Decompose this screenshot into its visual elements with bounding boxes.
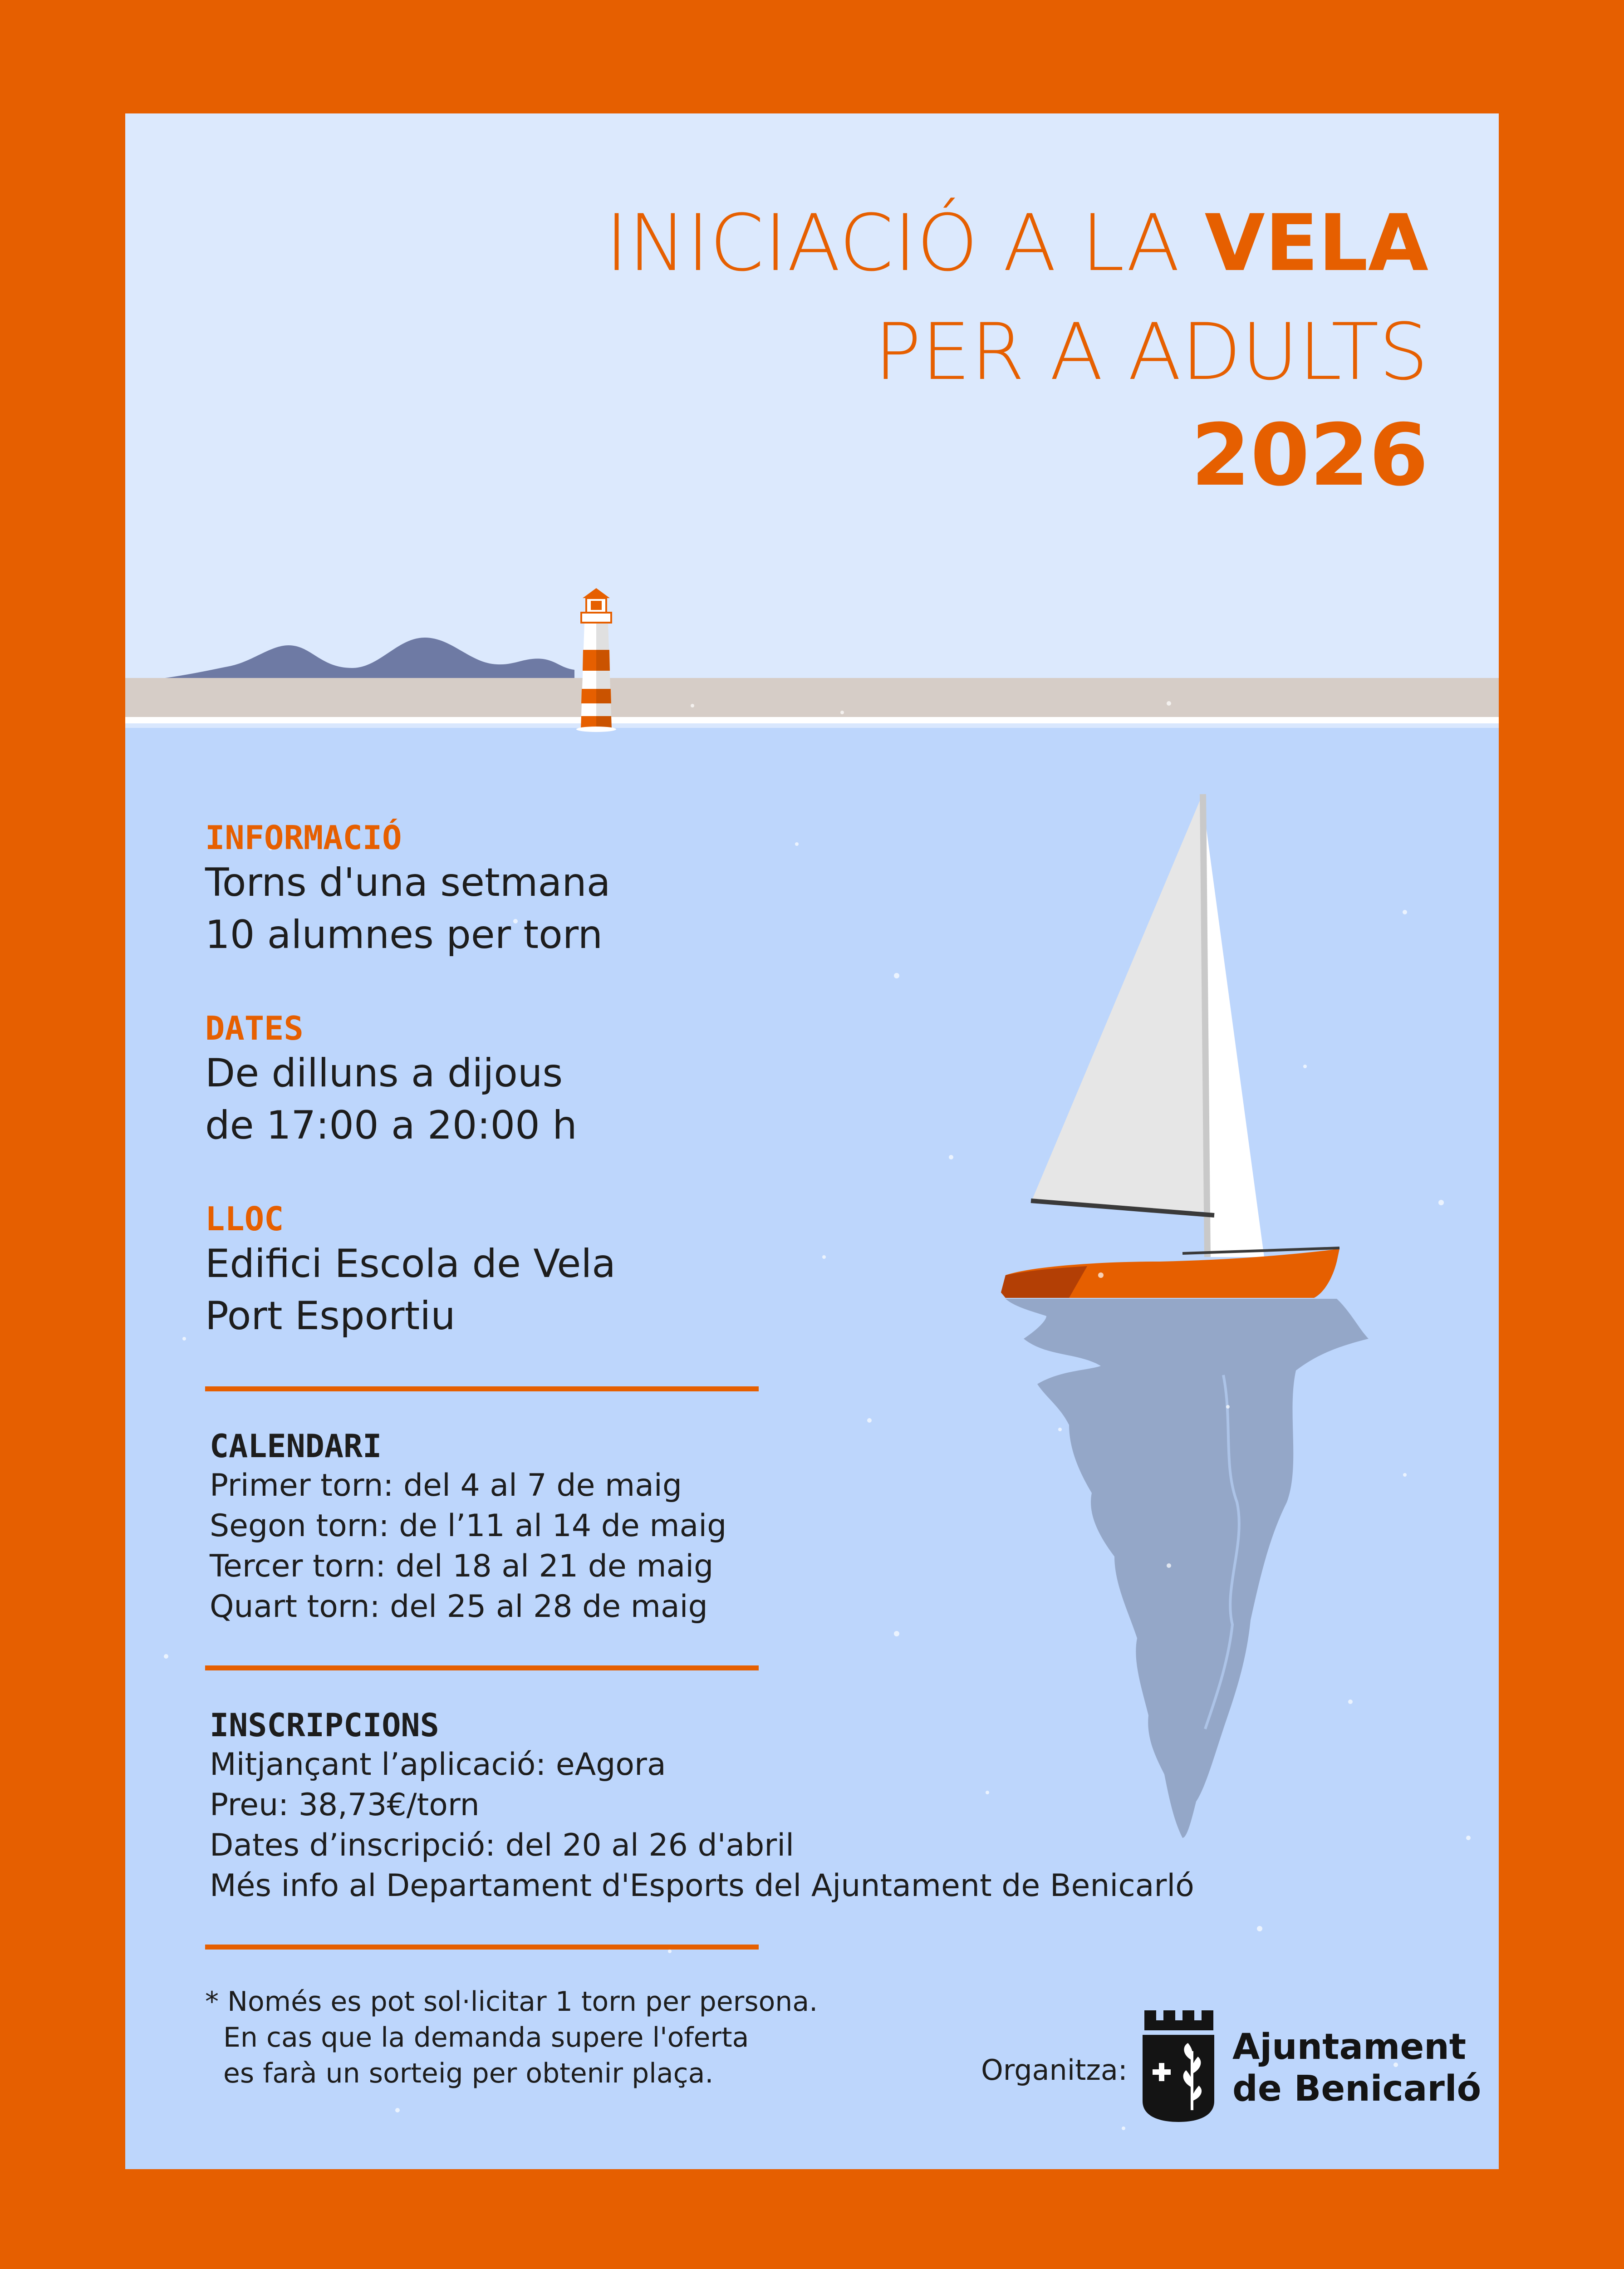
section-informacio	[205, 819, 610, 961]
mountains-icon	[125, 638, 574, 682]
calendar-line: Tercer torn: del 18 al 21 de maig	[210, 1548, 714, 1585]
section-heading: INFORMACIÓ	[205, 819, 402, 857]
calendar-line: Segon torn: de l’11 al 14 de maig	[210, 1508, 727, 1544]
section-line: Torns d'una setmana	[205, 859, 611, 905]
sailboat-icon	[1001, 794, 1339, 1298]
section-line: de 17:00 a 20:00 h	[205, 1103, 577, 1149]
title-year: 2026	[1191, 406, 1428, 505]
calendar-line: Primer torn: del 4 al 7 de maig	[210, 1468, 682, 1503]
beach	[125, 678, 1499, 717]
section-heading: INSCRIPCIONS	[210, 1707, 439, 1744]
organizer-name-line: Ajuntament	[1232, 2027, 1467, 2068]
inscription-line: Més info al Departament d'Esports del Ajuntament de Benicarló	[210, 1868, 1194, 1904]
divider	[205, 1386, 759, 1391]
title-line-1	[605, 197, 1428, 289]
footnote-line: * Només es pot sol·licitar 1 torn per persona.	[205, 1986, 818, 2018]
lighthouse-icon	[576, 588, 616, 732]
title-line-2: PER A ADULTS	[874, 306, 1428, 398]
organizer-label: Organitza:	[981, 2053, 1128, 2087]
footnote	[205, 1984, 818, 2092]
benicarlo-coat-of-arms-icon	[1140, 2010, 1217, 2124]
shoreline	[125, 717, 1499, 723]
section-line: De dilluns a dijous	[205, 1050, 563, 1096]
section-calendari	[210, 1427, 726, 1627]
divider	[205, 1945, 759, 1950]
footnote-line: es farà un sorteig per obtenir plaça.	[223, 2058, 714, 2090]
section-dates	[205, 1010, 577, 1152]
calendar-line: Quart torn: del 25 al 28 de maig	[210, 1589, 708, 1625]
poster	[125, 113, 1499, 2169]
section-heading: CALENDARI	[210, 1428, 382, 1465]
section-line: Port Esportiu	[205, 1293, 456, 1339]
inscription-line: Mitjançant l’aplicació: eAgora	[210, 1747, 666, 1783]
organizer-name	[1232, 2026, 1481, 2110]
inscription-line: Preu: 38,73€/torn	[210, 1787, 480, 1823]
inscription-line: Dates d’inscripció: del 20 al 26 d'abril	[210, 1827, 794, 1864]
section-line: 10 alumnes per torn	[205, 912, 603, 958]
section-line: Edifici Escola de Vela	[205, 1241, 616, 1287]
footnote-line: En cas que la demanda supere l'oferta	[223, 2022, 749, 2054]
divider	[205, 1665, 759, 1670]
title-line-1-regular: INICIACIÓ A LA	[605, 197, 1205, 289]
title-line-1-bold: VELA	[1204, 197, 1428, 289]
section-inscripcions	[210, 1706, 1194, 1906]
section-heading: DATES	[205, 1009, 304, 1047]
section-lloc	[205, 1200, 616, 1342]
section-heading: LLOC	[205, 1200, 284, 1238]
organizer-name-line: de Benicarló	[1232, 2068, 1482, 2110]
